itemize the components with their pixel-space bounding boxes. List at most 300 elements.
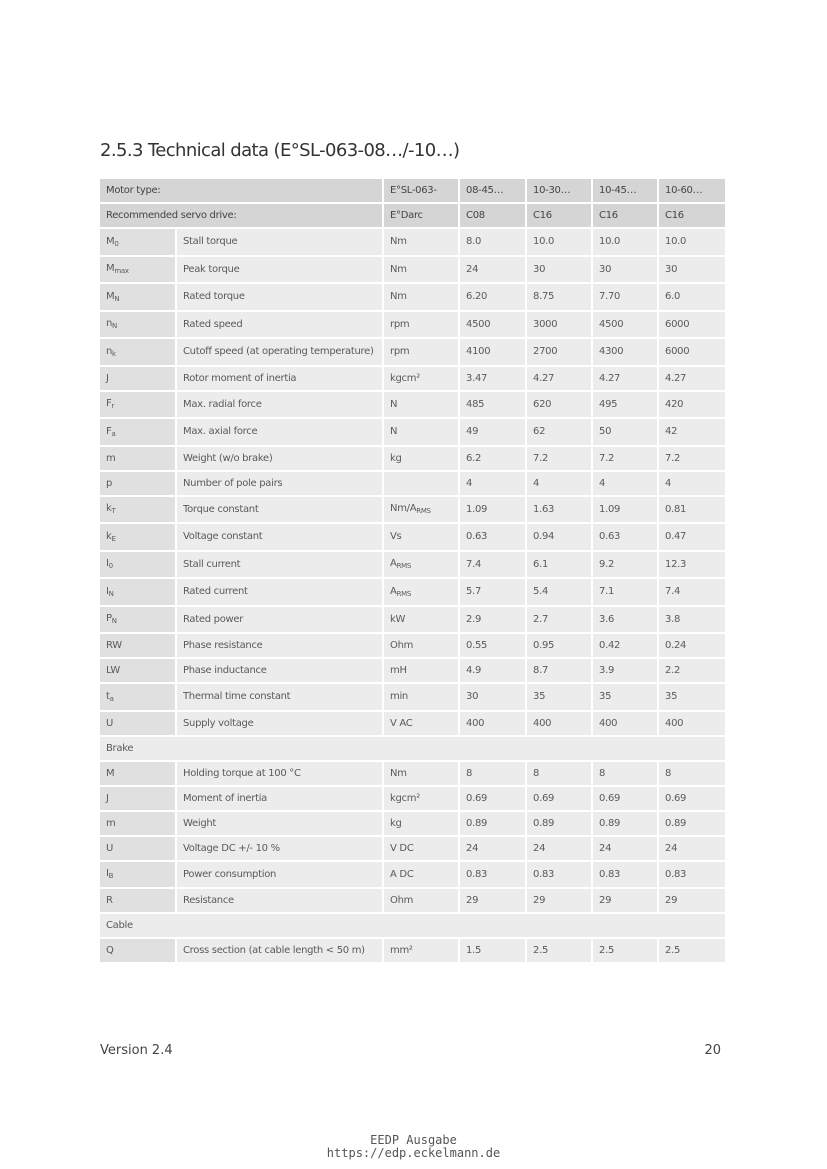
value-cell: 5.7	[460, 579, 527, 607]
section-label: Brake	[100, 737, 725, 762]
value-cell: 1.63	[527, 497, 593, 525]
value-cell: 0.63	[593, 524, 659, 552]
table-row	[100, 312, 725, 340]
unit-cell	[384, 312, 460, 340]
unit-cell-text: kgcm²	[390, 372, 420, 384]
value-cell: 8.75	[527, 284, 593, 312]
parameter-name: Cross section (at cable length < 50 m)	[177, 939, 384, 964]
table-row	[100, 229, 725, 257]
header-label: Motor type:	[100, 179, 384, 204]
symbol-cell	[100, 712, 177, 737]
parameter-name: Number of pole pairs	[177, 472, 384, 497]
value-cell: 7.2	[593, 447, 659, 472]
value-cell: 620	[527, 392, 593, 420]
value-cell: 29	[593, 889, 659, 914]
value-cell: 30	[659, 257, 725, 285]
value-cell: 8	[659, 762, 725, 787]
parameter-name: Max. radial force	[177, 392, 384, 420]
unit-cell	[384, 939, 460, 964]
header-unit: E°SL-063-	[384, 179, 460, 204]
table-row	[100, 447, 725, 472]
value-cell: 35	[527, 684, 593, 712]
value-cell: 3000	[527, 312, 593, 340]
unit-cell	[384, 524, 460, 552]
table-row	[100, 939, 725, 964]
symbol-cell-text: M	[106, 235, 115, 247]
table-row	[100, 392, 725, 420]
symbol-cell-subscript: N	[112, 322, 117, 331]
unit-cell	[384, 812, 460, 837]
value-cell: 2.7	[527, 607, 593, 635]
unit-cell	[384, 579, 460, 607]
value-cell: 0.95	[527, 634, 593, 659]
parameter-name: Peak torque	[177, 257, 384, 285]
value-cell: 24	[460, 257, 527, 285]
value-cell: 4500	[593, 312, 659, 340]
symbol-cell	[100, 659, 177, 684]
value-cell: 4100	[460, 339, 527, 367]
parameter-name: Power consumption	[177, 862, 384, 890]
symbol-cell-text: F	[106, 425, 112, 437]
table-row	[100, 607, 725, 635]
value-cell: 35	[659, 684, 725, 712]
symbol-cell	[100, 837, 177, 862]
parameter-name: Rated power	[177, 607, 384, 635]
symbol-cell-text: J	[106, 372, 109, 384]
symbol-cell-subscript: 0	[108, 562, 113, 571]
unit-cell-text: kg	[390, 817, 402, 829]
value-cell: 8.0	[460, 229, 527, 257]
table-row	[100, 497, 725, 525]
value-cell: 4300	[593, 339, 659, 367]
unit-cell-text: Nm	[390, 263, 407, 275]
unit-cell	[384, 472, 460, 497]
symbol-cell-text: R	[106, 895, 113, 906]
value-cell: 12.3	[659, 552, 725, 580]
symbol-cell	[100, 284, 177, 312]
symbol-cell-text: I	[106, 868, 109, 880]
header-value: 10-30…	[527, 179, 593, 204]
symbol-cell	[100, 862, 177, 890]
header-value: 10-45…	[593, 179, 659, 204]
symbol-cell-text: I	[106, 558, 109, 570]
unit-cell	[384, 634, 460, 659]
value-cell: 6.2	[460, 447, 527, 472]
unit-cell-text: V DC	[390, 842, 414, 854]
symbol-cell-subscript: B	[108, 872, 114, 881]
table-row	[100, 812, 725, 837]
value-cell: 2.5	[593, 939, 659, 964]
symbol-cell	[100, 497, 177, 525]
parameter-name: Resistance	[177, 889, 384, 914]
header-value: C16	[593, 204, 659, 229]
table-row	[100, 837, 725, 862]
parameter-name: Thermal time constant	[177, 684, 384, 712]
symbol-cell	[100, 339, 177, 367]
unit-cell	[384, 862, 460, 890]
unit-cell	[384, 607, 460, 635]
symbol-cell	[100, 762, 177, 787]
symbol-cell-text: k	[106, 530, 112, 542]
symbol-cell-subscript: r	[111, 402, 115, 411]
value-cell: 2700	[527, 339, 593, 367]
unit-cell	[384, 659, 460, 684]
value-cell: 8	[460, 762, 527, 787]
table-row	[100, 284, 725, 312]
parameter-name: Rated torque	[177, 284, 384, 312]
parameter-name: Weight (w/o brake)	[177, 447, 384, 472]
parameter-name: Moment of inertia	[177, 787, 384, 812]
unit-cell-text: mH	[390, 665, 407, 676]
unit-cell	[384, 229, 460, 257]
value-cell: 7.1	[593, 579, 659, 607]
table-row	[100, 712, 725, 737]
section-label: Cable	[100, 914, 725, 939]
symbol-cell-text: M	[106, 263, 115, 275]
value-cell: 9.2	[593, 552, 659, 580]
parameter-name: Holding torque at 100 °C	[177, 762, 384, 787]
value-cell: 6000	[659, 312, 725, 340]
value-cell: 6.20	[460, 284, 527, 312]
symbol-cell	[100, 787, 177, 812]
value-cell: 29	[527, 889, 593, 914]
value-cell: 24	[659, 837, 725, 862]
value-cell: 10.0	[527, 229, 593, 257]
unit-cell-text: Vs	[390, 531, 402, 543]
value-cell: 420	[659, 392, 725, 420]
unit-cell-text: A	[390, 558, 397, 570]
table-row	[100, 257, 725, 285]
symbol-cell-text: J	[106, 792, 109, 804]
value-cell: 485	[460, 392, 527, 420]
unit-cell	[384, 339, 460, 367]
value-cell: 62	[527, 419, 593, 447]
value-cell: 0.94	[527, 524, 593, 552]
unit-cell	[384, 712, 460, 737]
parameter-name: Phase inductance	[177, 659, 384, 684]
unit-cell-text: N	[390, 426, 398, 438]
value-cell: 4.27	[659, 367, 725, 392]
unit-cell-text: N	[390, 398, 398, 410]
symbol-cell-subscript: k	[112, 349, 116, 358]
value-cell: 2.5	[659, 939, 725, 964]
unit-cell-subscript: RMS	[396, 562, 412, 571]
symbol-cell	[100, 419, 177, 447]
value-cell: 4	[593, 472, 659, 497]
value-cell: 29	[659, 889, 725, 914]
unit-cell-text: kgcm²	[390, 792, 420, 804]
table-row	[100, 552, 725, 580]
symbol-cell-text: m	[106, 817, 116, 829]
technical-data-table	[100, 179, 725, 964]
symbol-cell	[100, 312, 177, 340]
value-cell: 1.09	[460, 497, 527, 525]
value-cell: 30	[593, 257, 659, 285]
value-cell: 400	[659, 712, 725, 737]
value-cell: 400	[460, 712, 527, 737]
value-cell: 49	[460, 419, 527, 447]
value-cell: 1.5	[460, 939, 527, 964]
section-row	[100, 914, 725, 939]
symbol-cell	[100, 939, 177, 964]
parameter-name: Torque constant	[177, 497, 384, 525]
unit-cell-text: kg	[390, 452, 402, 464]
unit-cell-text: Ohm	[390, 640, 414, 651]
table-row	[100, 339, 725, 367]
value-cell: 24	[593, 837, 659, 862]
table-row	[100, 659, 725, 684]
unit-cell-text: Nm	[390, 236, 407, 248]
stamp-url: https://edp.eckelmann.de	[326, 1146, 501, 1160]
value-cell: 4	[527, 472, 593, 497]
value-cell: 0.89	[659, 812, 725, 837]
footer-version: Version 2.4	[100, 1043, 173, 1058]
symbol-cell-text: P	[106, 613, 112, 625]
symbol-cell	[100, 392, 177, 420]
parameter-name: Stall torque	[177, 229, 384, 257]
symbol-cell	[100, 552, 177, 580]
symbol-cell-text: k	[106, 503, 112, 515]
value-cell: 29	[460, 889, 527, 914]
header-value: C08	[460, 204, 527, 229]
value-cell: 30	[460, 684, 527, 712]
symbol-cell-subscript: E	[111, 534, 116, 543]
unit-cell	[384, 392, 460, 420]
value-cell: 400	[527, 712, 593, 737]
unit-cell	[384, 837, 460, 862]
value-cell: 7.70	[593, 284, 659, 312]
value-cell: 8.7	[527, 659, 593, 684]
symbol-cell	[100, 607, 177, 635]
unit-cell	[384, 497, 460, 525]
value-cell: 0.42	[593, 634, 659, 659]
value-cell: 2.5	[527, 939, 593, 964]
symbol-cell	[100, 447, 177, 472]
value-cell: 6.1	[527, 552, 593, 580]
unit-cell-text: mm²	[390, 945, 413, 956]
value-cell: 7.2	[659, 447, 725, 472]
unit-cell-subscript: RMS	[416, 507, 431, 516]
symbol-cell-text: p	[106, 477, 113, 489]
parameter-name: Max. axial force	[177, 419, 384, 447]
header-value: C16	[659, 204, 725, 229]
value-cell: 24	[527, 837, 593, 862]
parameter-name: Supply voltage	[177, 712, 384, 737]
value-cell: 4	[460, 472, 527, 497]
symbol-cell	[100, 524, 177, 552]
value-cell: 0.69	[527, 787, 593, 812]
unit-cell-text: A DC	[390, 868, 414, 880]
symbol-cell	[100, 229, 177, 257]
unit-cell	[384, 889, 460, 914]
symbol-cell-text: LW	[106, 665, 120, 676]
symbol-cell-subscript: N	[108, 589, 114, 598]
value-cell: 30	[527, 257, 593, 285]
symbol-cell	[100, 889, 177, 914]
value-cell: 50	[593, 419, 659, 447]
value-cell: 4	[659, 472, 725, 497]
value-cell: 0.89	[527, 812, 593, 837]
table-row	[100, 524, 725, 552]
symbol-cell-text: n	[106, 345, 113, 357]
unit-cell	[384, 257, 460, 285]
symbol-cell-subscript: N	[111, 617, 117, 626]
symbol-cell-text: U	[106, 717, 114, 729]
symbol-cell-subscript: 0	[114, 239, 119, 248]
symbol-cell	[100, 367, 177, 392]
value-cell: 35	[593, 684, 659, 712]
value-cell: 0.89	[460, 812, 527, 837]
value-cell: 7.2	[527, 447, 593, 472]
unit-cell-text: min	[390, 691, 408, 703]
unit-cell	[384, 447, 460, 472]
value-cell: 1.09	[593, 497, 659, 525]
value-cell: 4.27	[593, 367, 659, 392]
symbol-cell	[100, 257, 177, 285]
table-row	[100, 762, 725, 787]
value-cell: 8	[593, 762, 659, 787]
unit-cell-text: Ohm	[390, 895, 414, 906]
symbol-cell-text: Q	[106, 945, 114, 956]
parameter-name: Rotor moment of inertia	[177, 367, 384, 392]
symbol-cell-subscript: T	[111, 507, 116, 516]
unit-cell	[384, 762, 460, 787]
page-title: 2.5.3 Technical data (E°SL-063-08…/-10…)	[100, 140, 460, 161]
parameter-name: Phase resistance	[177, 634, 384, 659]
value-cell: 4.9	[460, 659, 527, 684]
header-label: Recommended servo drive:	[100, 204, 384, 229]
value-cell: 24	[460, 837, 527, 862]
unit-cell-subscript: RMS	[396, 589, 412, 598]
symbol-cell	[100, 634, 177, 659]
value-cell: 0.81	[659, 497, 725, 525]
parameter-name: Cutoff speed (at operating temperature)	[177, 339, 384, 367]
value-cell: 4.27	[527, 367, 593, 392]
value-cell: 0.83	[659, 862, 725, 890]
value-cell: 0.24	[659, 634, 725, 659]
unit-cell	[384, 284, 460, 312]
header-value: 10-60…	[659, 179, 725, 204]
unit-cell-text: Nm/A	[390, 503, 417, 515]
value-cell: 7.4	[659, 579, 725, 607]
value-cell: 0.83	[460, 862, 527, 890]
unit-cell-text: V AC	[390, 717, 413, 729]
stamp-line-1: EEDP Ausgabe	[370, 1133, 457, 1147]
symbol-cell-subscript: a	[111, 429, 116, 438]
value-cell: 3.8	[659, 607, 725, 635]
unit-cell	[384, 552, 460, 580]
value-cell: 0.55	[460, 634, 527, 659]
symbol-cell-text: m	[106, 452, 116, 464]
value-cell: 42	[659, 419, 725, 447]
value-cell: 495	[593, 392, 659, 420]
unit-cell-text: rpm	[390, 318, 410, 330]
symbol-cell-text: U	[106, 842, 114, 854]
symbol-cell-text: n	[106, 318, 113, 330]
value-cell: 0.83	[527, 862, 593, 890]
value-cell: 3.9	[593, 659, 659, 684]
table-row	[100, 419, 725, 447]
unit-cell	[384, 684, 460, 712]
value-cell: 3.47	[460, 367, 527, 392]
table-row	[100, 684, 725, 712]
symbol-cell-subscript: max	[114, 267, 129, 276]
value-cell: 0.69	[659, 787, 725, 812]
unit-cell	[384, 787, 460, 812]
value-cell: 2.2	[659, 659, 725, 684]
value-cell: 8	[527, 762, 593, 787]
parameter-name: Voltage DC +/- 10 %	[177, 837, 384, 862]
table-row	[100, 367, 725, 392]
symbol-cell-text: t	[106, 690, 110, 702]
header-row	[100, 204, 725, 229]
symbol-cell-text: F	[106, 398, 112, 410]
header-value: C16	[527, 204, 593, 229]
parameter-name: Voltage constant	[177, 524, 384, 552]
unit-cell-text: kW	[390, 613, 406, 625]
unit-cell-text: A	[390, 585, 397, 597]
value-cell: 10.0	[659, 229, 725, 257]
value-cell: 5.4	[527, 579, 593, 607]
value-cell: 0.69	[460, 787, 527, 812]
value-cell: 4500	[460, 312, 527, 340]
unit-cell-text: rpm	[390, 346, 410, 358]
header-unit: E°Darc	[384, 204, 460, 229]
symbol-cell-text: I	[106, 585, 109, 597]
value-cell: 400	[593, 712, 659, 737]
table-row	[100, 889, 725, 914]
unit-cell	[384, 367, 460, 392]
parameter-name: Weight	[177, 812, 384, 837]
symbol-cell	[100, 472, 177, 497]
symbol-cell-text: M	[106, 767, 115, 779]
table-row	[100, 579, 725, 607]
value-cell: 6000	[659, 339, 725, 367]
header-row	[100, 179, 725, 204]
value-cell: 6.0	[659, 284, 725, 312]
symbol-cell-text: M	[106, 290, 115, 302]
table-row	[100, 472, 725, 497]
value-cell: 0.63	[460, 524, 527, 552]
section-row	[100, 737, 725, 762]
symbol-cell	[100, 684, 177, 712]
unit-cell-text: Nm	[390, 291, 407, 303]
table-row	[100, 862, 725, 890]
table-row	[100, 634, 725, 659]
parameter-name: Stall current	[177, 552, 384, 580]
table-row	[100, 787, 725, 812]
header-value: 08-45…	[460, 179, 527, 204]
symbol-cell	[100, 579, 177, 607]
value-cell: 0.89	[593, 812, 659, 837]
value-cell: 2.9	[460, 607, 527, 635]
unit-cell-text: Nm	[390, 767, 407, 779]
symbol-cell-text: RW	[106, 640, 122, 651]
value-cell: 0.47	[659, 524, 725, 552]
symbol-cell	[100, 812, 177, 837]
page-number: 20	[704, 1043, 721, 1058]
value-cell: 7.4	[460, 552, 527, 580]
symbol-cell-subscript: N	[114, 294, 120, 303]
parameter-name: Rated current	[177, 579, 384, 607]
value-cell: 0.83	[593, 862, 659, 890]
symbol-cell-subscript: a	[109, 694, 114, 703]
unit-cell	[384, 419, 460, 447]
value-cell: 0.69	[593, 787, 659, 812]
value-cell: 3.6	[593, 607, 659, 635]
parameter-name: Rated speed	[177, 312, 384, 340]
value-cell: 10.0	[593, 229, 659, 257]
